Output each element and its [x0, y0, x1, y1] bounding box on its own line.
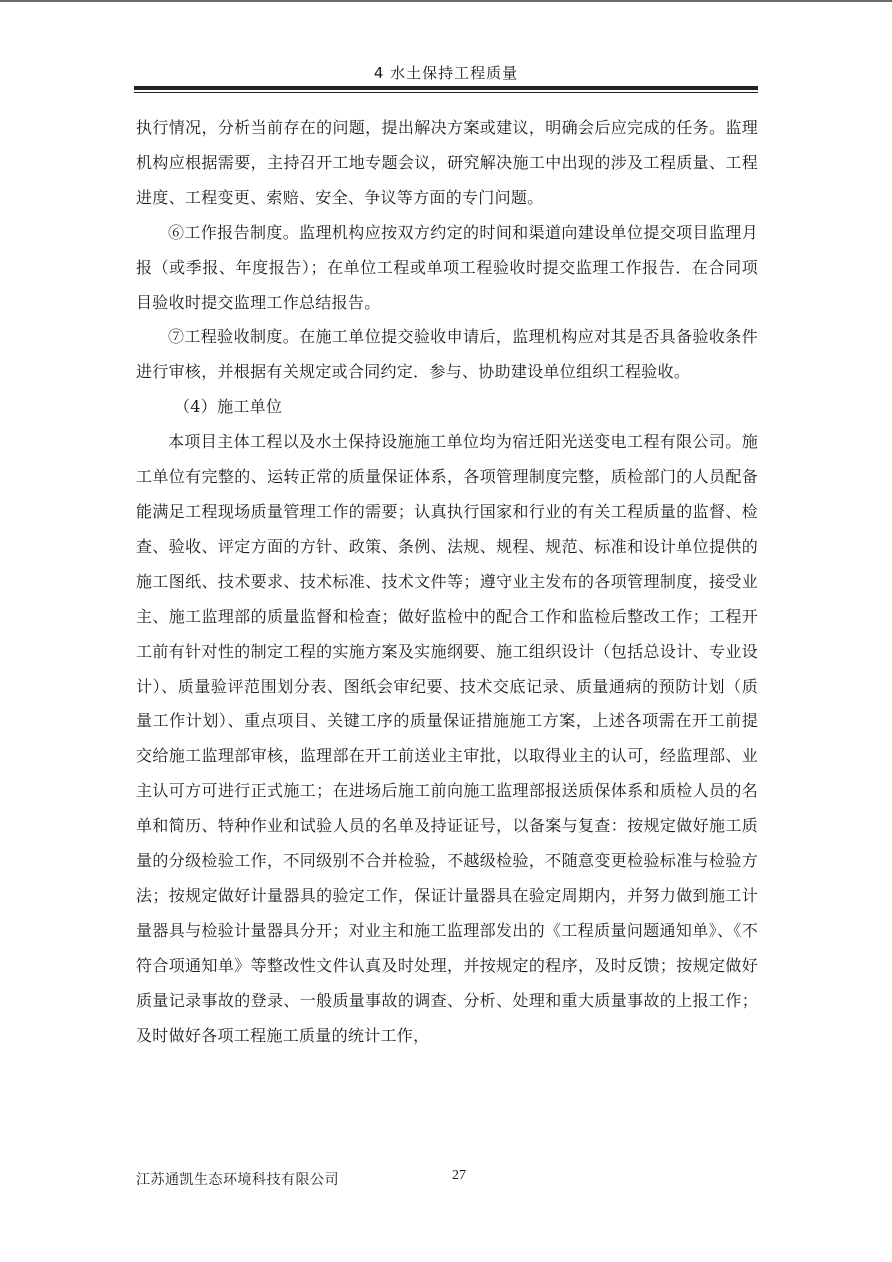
page-top-border: [0, 0, 892, 2]
footer-company-name: 江苏通凯生态环境科技有限公司: [136, 1172, 339, 1188]
paragraph-acceptance-system: ⑦工程验收制度。在施工单位提交验收申请后，监理机构应对其是否具备验收条件进行审核，并根据有关规定或合同约定．参与、协助建设单位组织工程验收。: [136, 327, 758, 382]
paragraph-report-system: ⑥工作报告制度。监理机构应按双方约定的时间和渠道向建设单位提交项目监理月报（或季报、年度报告）；在单位工程或单项工程验收时提交监理工作报告．在合同项目验收时提交监理工作总结报告。: [136, 222, 758, 312]
body-text: [136, 111, 758, 1053]
footer-page-number: 27: [452, 1168, 466, 1183]
section-heading-construction-unit: （4）施工单位: [174, 397, 283, 417]
header-rule-thick: [134, 86, 758, 90]
running-header-title: 4 水土保持工程质量: [373, 64, 519, 82]
header-rule-thin: [134, 92, 758, 93]
paragraph-meeting-continued: 执行情况，分析当前存在的问题，提出解决方案或建议，明确会后应完成的任务。监理机构应根据需要，主持召开工地专题会议，研究解决施工中出现的涉及工程质量、工程进度、工程变更、索赔、安全、争议等方面的专门问题。: [136, 118, 758, 207]
paragraph-construction-unit: 本项目主体工程以及水土保持设施施工单位均为宿迁阳光送变电工程有限公司。施工单位有完整的、运转正常的质量保证体系，各项管理制度完整，质检部门的人员配备能满足工程现场质量管理工作的需要；认真执行国家和行业的有关工程质量的监督、检查、验收、评定方面的方针、政策、条例、法规、规程、规范、标准和设计单位提供的施工图纸、技术要求、技术标准、技术文件等；遵守业主发布的各项管理制度，接受业主、施工监理部的质量监督和检查；做好监检中的配合工作和监检后整改工作；工程开工前有针对性的制定工程的实施方案及实施纲要、施工组织设计（包括总设计、专业设计）、质量验评范围划分表、图纸会审纪要、技术交底记录、质量通病的预防计划（质量工作计划）、重点项目、关键工序的质量保证措施施工方案，上述各项需在开工前提交给施工监理部审核，监理部在开工前送业主审批，以取得业主的认可，经监理部、业主认可方可进行正式施工；在进场后施工前向施工监理部报送质保体系和质检人员的名单和简历、特种作业和试验人员的名单及持证证号，以备案与复查：按规定做好施工质量的分级检验工作，不同级别不合并检验，不越级检验，不随意变更检验标准与检验方法；按规定做好计量器具的验定工作，保证计量器具在验定周期内，并努力做到施工计量器具与检验计量器具分开；对业主和施工监理部发出的《工程质量问题通知单》、《不符合项通知单》等整改性文件认真及时处理，并按规定的程序，及时反馈；按规定做好质量记录事故的登录、一般质量事故的调查、分析、处理和重大质量事故的上报工作；及时做好各项工程施工质量的统计工作，: [136, 432, 758, 1045]
